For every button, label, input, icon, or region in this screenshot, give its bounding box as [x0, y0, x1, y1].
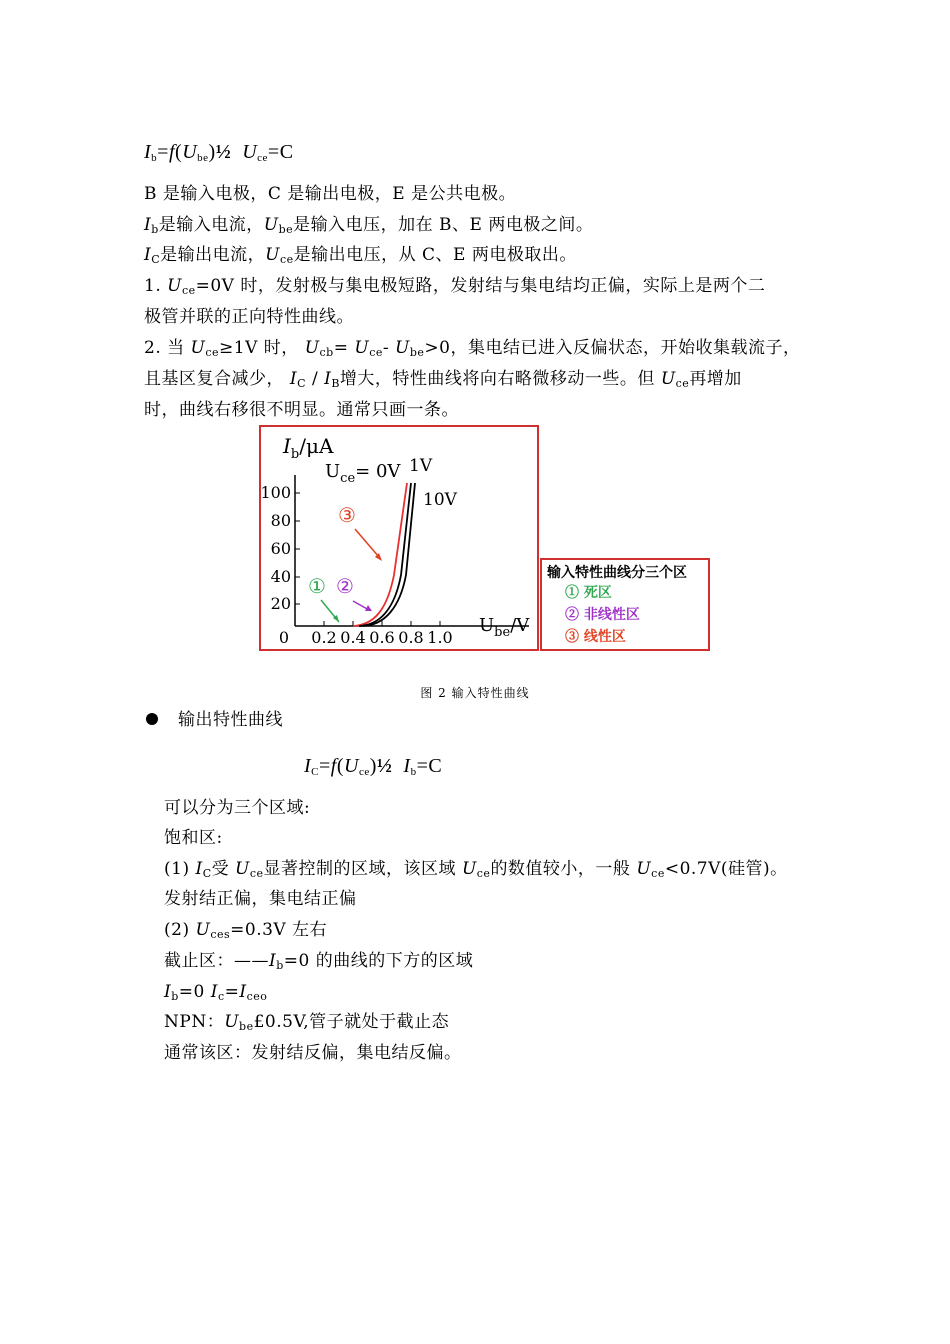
x-tick-0-4: 0.4: [340, 628, 366, 647]
formula-input-characteristic: $I_b=f(U_{be})\frac{1}{2}$ $U_{ce}=C$: [144, 141, 294, 164]
out-line-npn: NPN：$U_{be}£0.5V$,管子就处于截止态: [164, 1012, 450, 1033]
figure-caption: 图 2 输入特性曲线: [420, 686, 530, 700]
y-axis-label: $I_b/\mu A$: [283, 434, 334, 462]
marker-region-2: ②: [336, 574, 354, 598]
x-tick-1-0: 1.0: [427, 628, 453, 647]
marker-region-1: ①: [308, 574, 326, 598]
input-characteristic-figure: [259, 425, 711, 653]
y-tick-60: 60: [270, 539, 291, 558]
formula-output-characteristic: $I_C=f(U_{ce})\frac{1}{2}$ $I_b=C$: [304, 755, 443, 778]
text-line-output: $I_C$是输出电流，$U_{ce}$是输出电压，从 C、E 两电极取出。: [144, 245, 577, 266]
y-tick-20: 20: [270, 594, 291, 613]
bullet-dot: [146, 713, 158, 725]
uce-1v-label: 1V: [409, 456, 433, 476]
uce-10v-label: 10V: [423, 490, 457, 510]
out-line-sat-bias: 发射结正偏，集电结正偏: [164, 889, 357, 909]
uce-0v-label: $U_{ce}= 0V$: [325, 461, 401, 486]
x-tick-0-2: 0.2: [311, 628, 337, 647]
text-line-point1: 1. $U_{ce}=0V$ 时，发射极与集电极短路，发射结与集电结均正偏，实际上是两个二: [144, 276, 766, 297]
out-line-regions: 可以分为三个区域:: [164, 798, 311, 818]
y-tick-80: 80: [270, 511, 291, 530]
text-line-point2-end: 时，曲线右移很不明显。通常只画一条。: [144, 400, 459, 420]
out-line-sat-2: (2) $U_{ces}=0.3V$ 左右: [164, 920, 328, 941]
text-line-point2-cont: 且基区复合减少， $I_C / I_B$增大，特性曲线将向右略微移动一些。但 $U_{ce}$再增加: [144, 369, 742, 390]
out-line-cutoff-currents: $I_b=0$ $I_c=I_{ceo}$: [164, 982, 268, 1003]
legend-item-nonlinear: ② 非线性区: [565, 607, 640, 623]
legend-item-linear: ③ 线性区: [565, 629, 626, 645]
out-line-cutoff-bias: 通常该区：发射结反偏，集电结反偏。: [164, 1043, 462, 1063]
text-line-electrodes: B 是输入电极，C 是输出电极，E 是公共电极。: [144, 184, 517, 204]
legend-item-dead: ① 死区: [565, 585, 612, 601]
text-line-point2: 2. 当 $U_{ce}\ge 1V$ 时， $U_{cb}= U_{ce}-$ $U_{be}>0$，集电结已进入反偏状态，开始收集载流子，: [144, 338, 801, 359]
x-tick-0-8: 0.8: [398, 628, 424, 647]
y-tick-40: 40: [270, 567, 291, 586]
heading-output-characteristic: 输出特性曲线: [178, 710, 283, 730]
out-line-cutoff: 截止区：$——I_b=0$ 的曲线的下方的区域: [164, 951, 474, 972]
x-tick-0-6: 0.6: [369, 628, 395, 647]
marker-region-3: ③: [338, 503, 356, 527]
out-line-sat-1: (1) $I_C$受 $U_{ce}$显著控制的区域，该区域 $U_{ce}$的数值较小，一般 $U_{ce}<0.7V$(硅管)。: [164, 859, 788, 880]
y-tick-100: 100: [260, 483, 291, 502]
x-axis-label: $U_{be}/V$: [479, 615, 530, 640]
text-line-point1-cont: 极管并联的正向特性曲线。: [144, 307, 354, 327]
out-line-saturation: 饱和区:: [164, 828, 223, 848]
y-tick-0: 0: [278, 628, 289, 647]
text-line-input: $I_b$是输入电流，$U_{be}$是输入电压，加在 B、E 两电极之间。: [144, 215, 594, 236]
legend-title: 输入特性曲线分三个区: [547, 565, 687, 581]
